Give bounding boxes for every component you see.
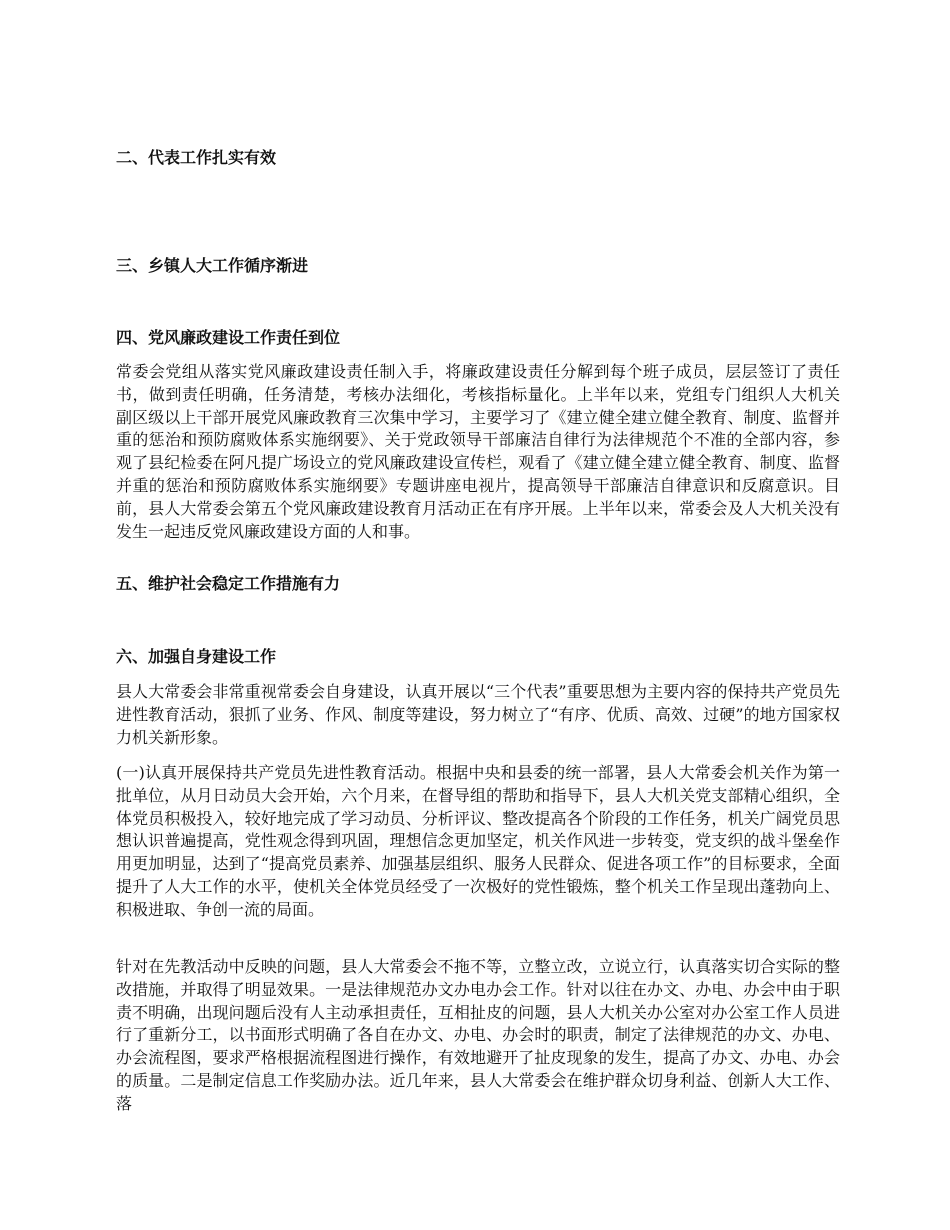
heading-township-congress: 三、乡镇人大工作循序渐进 [116,256,309,275]
heading-self-construction: 六、加强自身建设工作 [116,647,277,666]
paragraph-clean-governance: 常委会党组从落实党风廉政建设责任制入手，将廉政建设责任分解到每个班子成员，层层签订了责任书，做到责任明确，任务清楚，考核办法细化，考核指标量化。上半年以来，党组专门组织人大机关 副区级以上干部开展党风廉政教育三次集中学习，主要学习了《建立健全建立健全教育、制度、监督并重的惩治和预防腐败体系实施纲要》、关于党政领导干部廉洁自律行为法律规范个不准的全部内容，参观了县纪检委在阿凡提广场设立的党风廉政建设宣传栏，观看了《建立健全建立健全教育、制度、监督并重的惩治和预防腐败体系实施纲要》专题讲座电视片，提高领导干部廉洁自律意识和反腐意识。目前，县人大常委会第五个党风廉政建设教育月活动正在有序开展。上半年以来，常委会及人大机关没有发生一起违反党风廉政建设方面的人和事。 [116,362,840,541]
paragraph-self-construction-intro: 县人大常委会非常重视常委会自身建设，认真开展以“三个代表”重要思想为主要内容的保持共产党员先进性教育活动，狠抓了业务、作风、制度等建设，努力树立了“有序、优质、高效、过硬”的地方国家权力机关新形象。 [116,682,840,747]
paragraph-rectification: 针对在先教活动中反映的问题，县人大常委会不拖不等，立整立改，立说立行，认真落实切合实际的整改措施，并取得了明显效果。一是法律规范办文办电办会工作。针对以往在办文、办电、办会中由于职责不明确，出现问题后没有人主动承担责任，互相扯皮的问题，县人大机关办公室对办公室工作人员进行了重新分工，以书面形式明确了各自在办文、办电、办会时的职责，制定了法律规范的办文、办电、办会流程图，要求严格根据流程图进行操作，有效地避开了扯皮现象的发生，提高了办文、办电、办会的质量。二是制定信息工作奖励办法。近几年来，县人大常委会在维护群众切身利益、创新人大工作、落 [116,957,840,1113]
heading-clean-governance: 四、党风廉政建设工作责任到位 [116,328,341,347]
paragraph-advanced-education: (一)认真开展保持共产党员先进性教育活动。根据中央和县委的统一部署，县人大常委会机关作为第一批单位，从月日动员大会开始，六个月来，在督导组的帮助和指导下，县人大机关党支部精心组织，全体党员积极投入，较好地完成了学习动员、分析评议、整改提高各个阶段的工作任务，机关广阔党员思想认识普遍提高，党性观念得到巩固，理想信念更加坚定，机关作风进一步转变，党支织的战斗堡垒作用更加明显，达到了“提高党员素养、加强基层组织、服务人民群众、促进各项工作”的目标要求，全面提升了人大工作的水平，使机关全体党员经受了一次极好的党性锻炼，整个机关工作呈现出蓬勃向上、积极进取、争创一流的局面。 [116,763,840,919]
heading-social-stability: 五、维护社会稳定工作措施有力 [116,574,341,593]
heading-representative-work: 二、代表工作扎实有效 [116,148,277,167]
